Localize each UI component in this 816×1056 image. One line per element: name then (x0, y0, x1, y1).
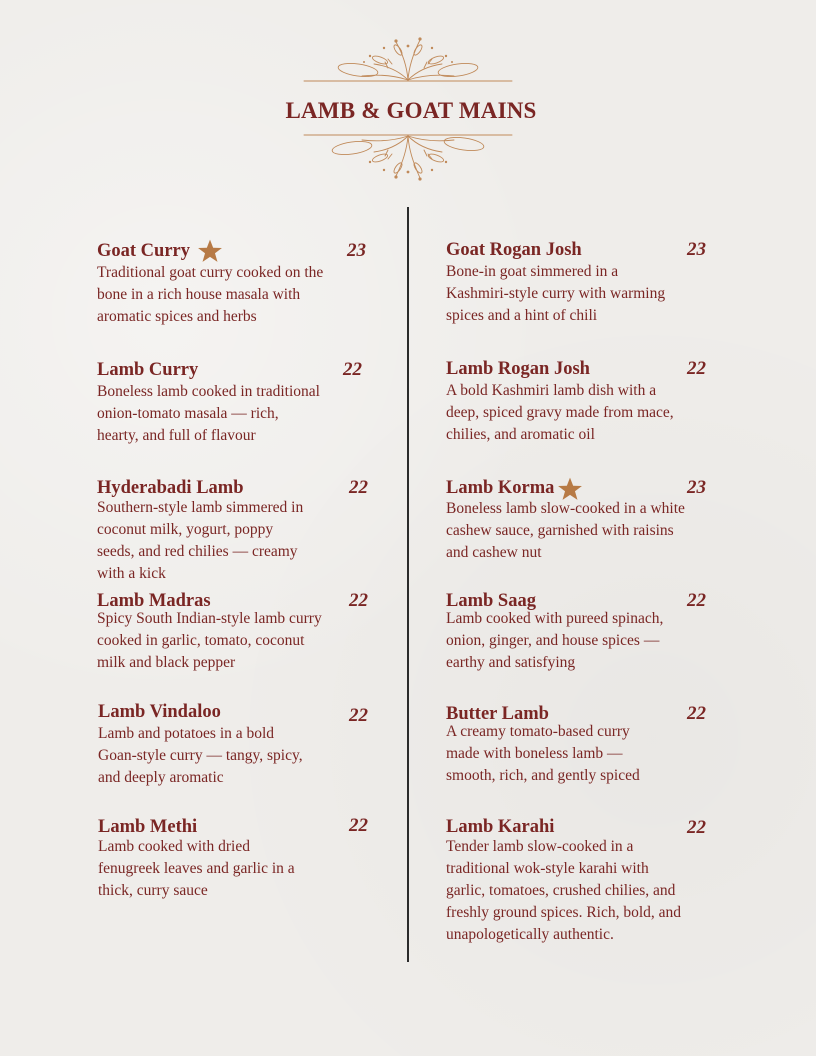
item-price: 22 (349, 590, 368, 611)
item-price: 22 (349, 477, 368, 498)
item-description: Boneless lamb cooked in traditional onion-tomato masala — rich, hearty, and full of flavour (97, 383, 320, 444)
item-name: Goat Rogan Josh (446, 240, 582, 260)
item-description: Tender lamb slow-cooked in a traditional wok-style karahi with garlic, tomatoes, crushed chilies, and freshly ground spices. Rich, bold, and unapologetically authentic. (446, 838, 682, 943)
item-description: Boneless lamb slow-cooked in a white cashew sauce, garnished with raisins and cashew nut (446, 500, 685, 561)
item-price: 22 (349, 815, 368, 836)
item-name: Lamb Rogan Josh (446, 359, 590, 379)
item-name: Lamb Methi (98, 817, 198, 837)
item-price: 22 (687, 817, 706, 838)
item-price: 23 (347, 240, 366, 261)
item-description: Lamb cooked with dried fenugreek leaves and garlic in a thick, curry sauce (98, 838, 295, 899)
item-name: Lamb Curry (97, 360, 199, 380)
item-name: Lamb Vindaloo (98, 702, 221, 722)
star-icon (197, 238, 223, 264)
floral-ornament-bottom-icon (300, 132, 516, 182)
item-price: 22 (687, 358, 706, 379)
item-description: Traditional goat curry cooked on the bone in a rich house masala with aromatic spices and herbs (97, 264, 324, 325)
item-price: 23 (687, 477, 706, 498)
item-name: Lamb Karahi (446, 817, 555, 837)
item-description: Southern-style lamb simmered in coconut milk, yogurt, poppy seeds, and red chilies — creamy with a kick (97, 499, 304, 582)
item-price: 22 (349, 705, 368, 726)
item-description: Lamb and potatoes in a bold Goan-style curry — tangy, spicy, and deeply aromatic (98, 725, 303, 786)
column-divider (407, 207, 409, 962)
item-name: Butter Lamb (446, 704, 549, 724)
item-description: A bold Kashmiri lamb dish with a deep, spiced gravy made from mace, chilies, and aromatic oil (446, 382, 674, 443)
item-price: 23 (687, 239, 706, 260)
page-title: LAMB & GOAT MAINS (285, 98, 537, 123)
item-name: Lamb Madras (97, 591, 211, 611)
item-description: Lamb cooked with pureed spinach, onion, ginger, and house spices — earthy and satisfying (446, 610, 664, 671)
item-price: 22 (687, 590, 706, 611)
item-description: A creamy tomato-based curry made with boneless lamb — smooth, rich, and gently spiced (446, 723, 640, 784)
item-name: Hyderabadi Lamb (97, 478, 244, 498)
floral-ornament-top-icon (300, 36, 516, 84)
item-name: Lamb Korma (446, 478, 555, 498)
item-name: Goat Curry (97, 241, 190, 261)
item-price: 22 (343, 359, 362, 380)
item-description: Bone-in goat simmered in a Kashmiri-style curry with warming spices and a hint of chili (446, 263, 666, 324)
item-description: Spicy South Indian-style lamb curry cooked in garlic, tomato, coconut milk and black pepper (97, 610, 322, 671)
item-price: 22 (687, 703, 706, 724)
item-name: Lamb Saag (446, 591, 536, 611)
